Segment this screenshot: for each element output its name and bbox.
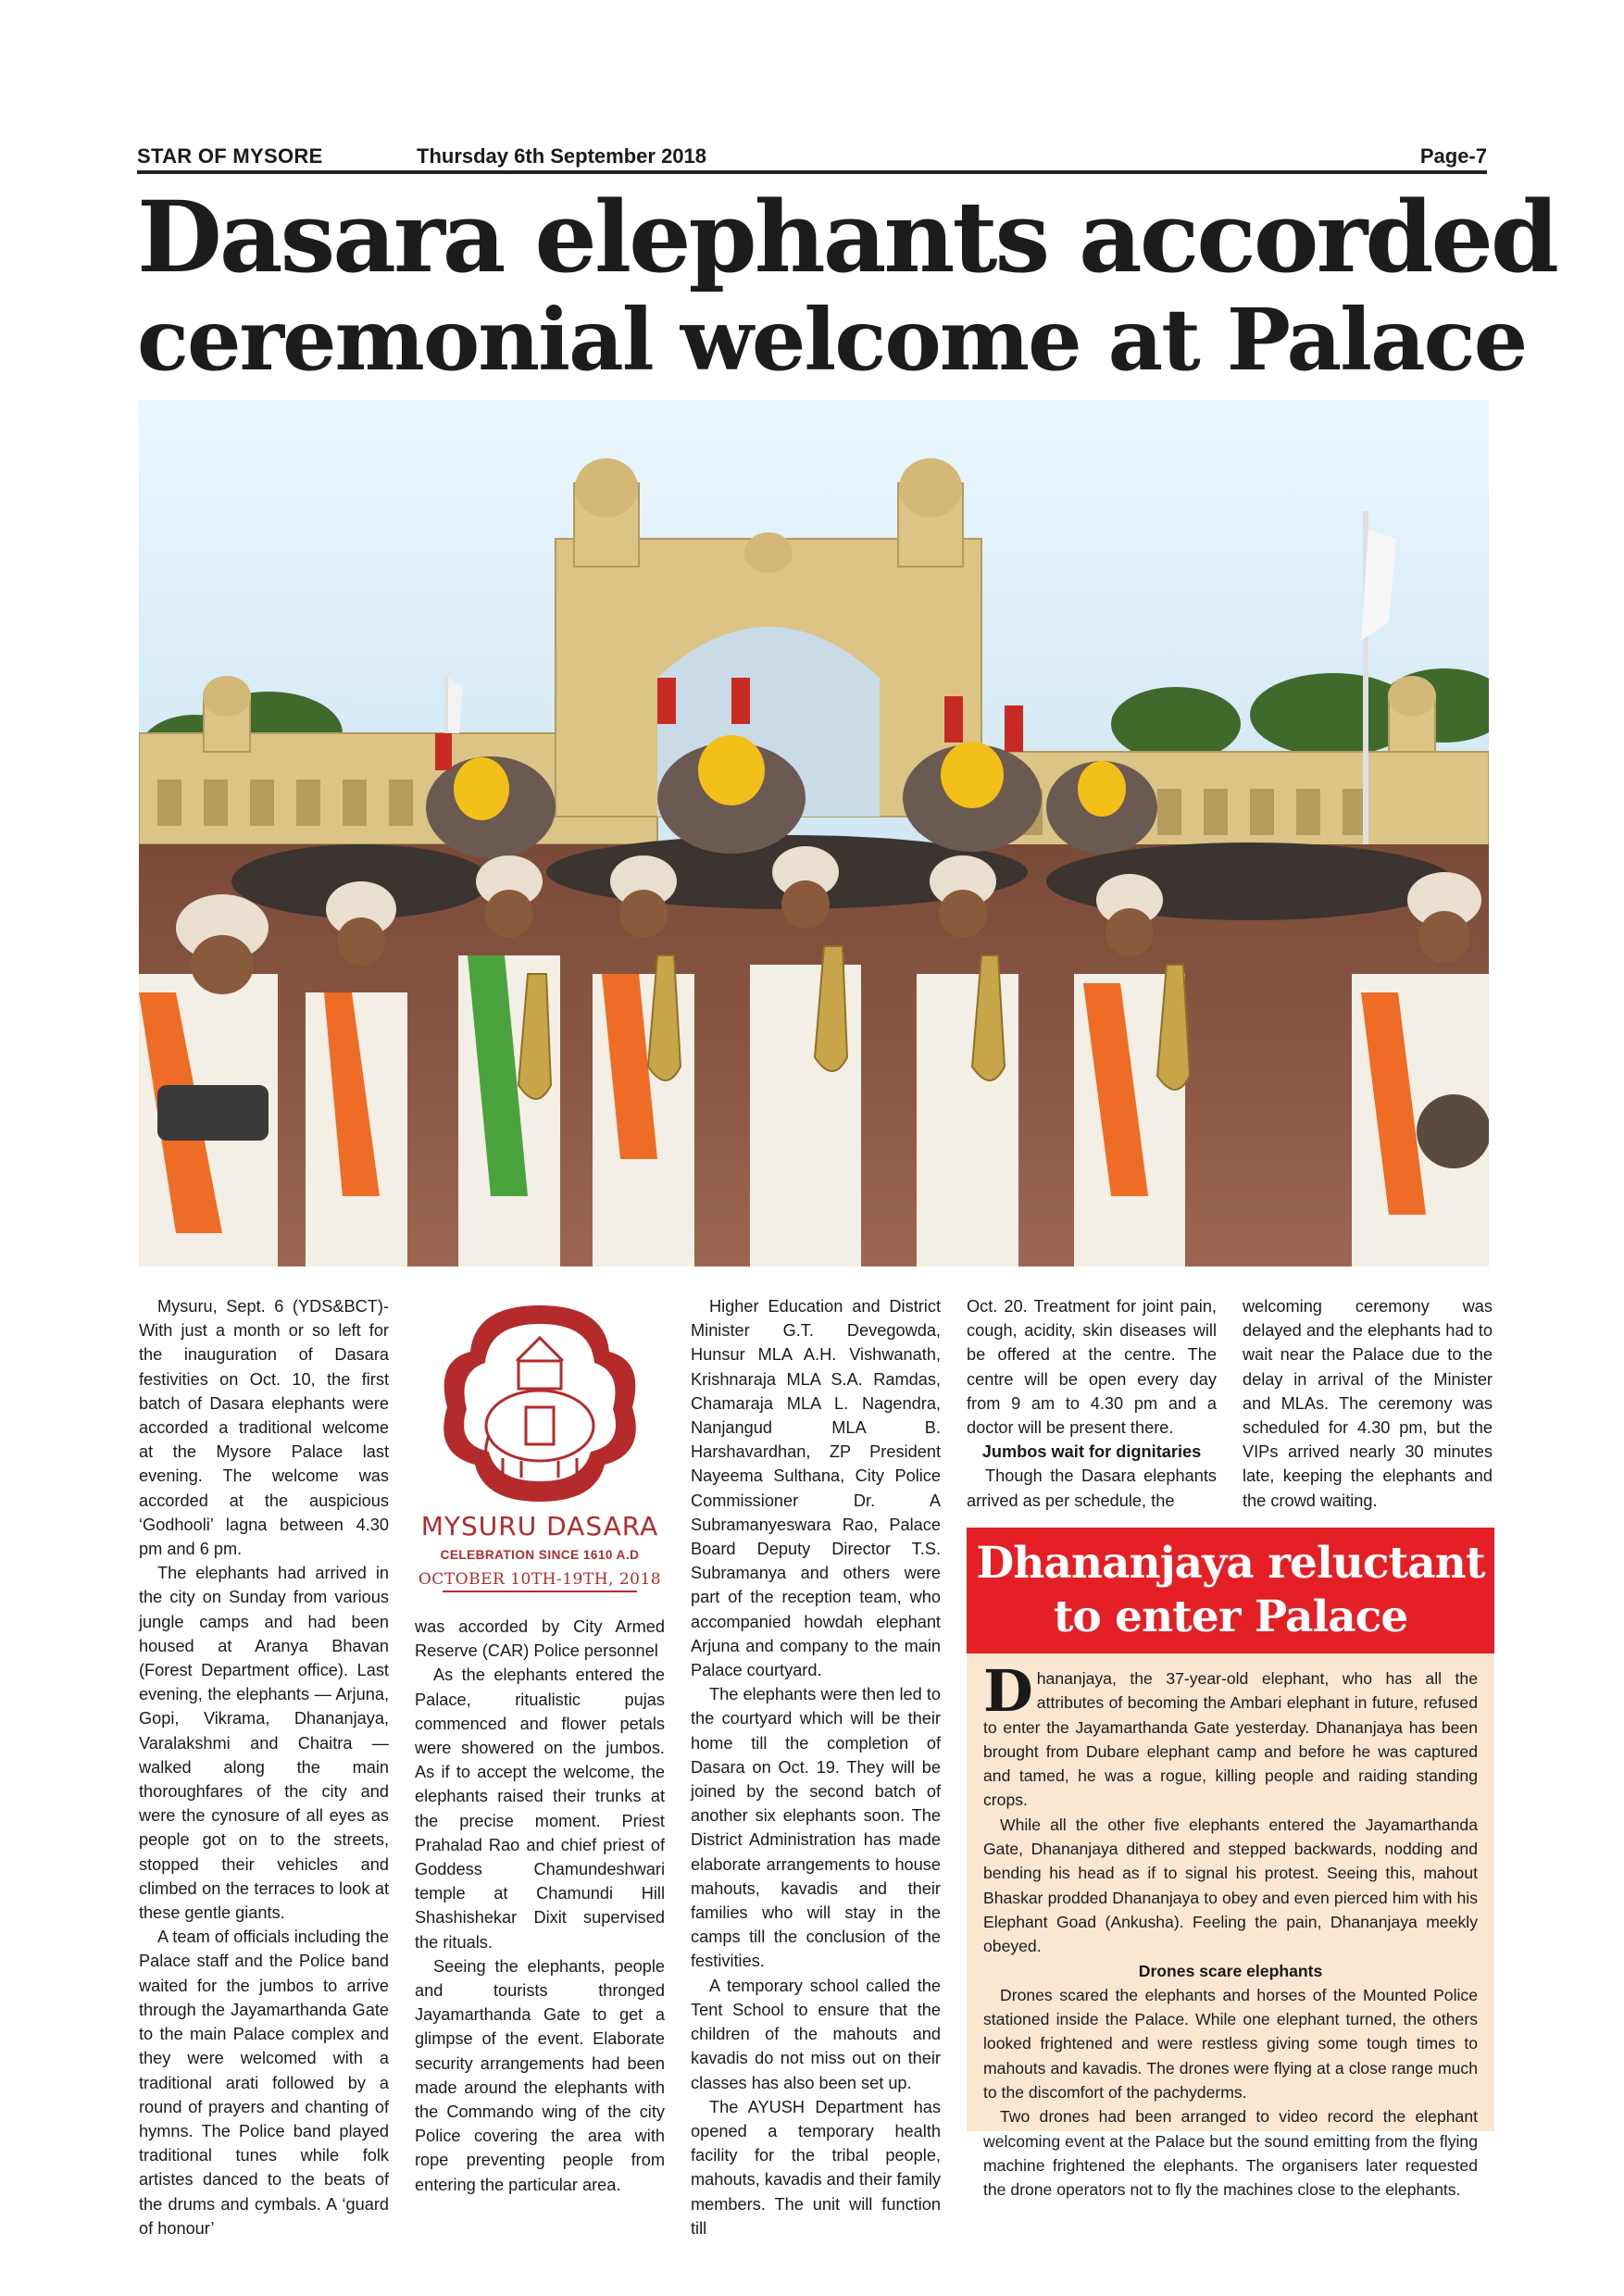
masthead-rule [137, 170, 1487, 174]
article-paragraph: Oct. 20. Treatment for joint pain, cough, acidity, skin diseases will be offered at the centre. The centre will be open every day from 9 am to 4.30 pm and a doctor will be present there. [967, 1297, 1217, 1438]
mysuru-dasara-logo [415, 1296, 665, 1602]
sidebar-paragraph: Two drones had been arranged to video record the elephant welcoming event at the Palace but the sound emitting from the flying machine frightened the elephants. The organisers later requested the drone operators not to fly the machines close to the elephants. [983, 2107, 1478, 2200]
article-paragraph: A temporary school called the Tent School to ensure that the children of the mahouts and kavadis do not miss out on their classes has also been set up. [691, 1976, 941, 2092]
dasara-elephant-emblem-icon [415, 1296, 665, 1509]
article-column-3 [691, 1294, 941, 2240]
sidebar-subhead: Drones scare elephants [1138, 1961, 1323, 1980]
logo-rule [443, 1591, 637, 1592]
sidebar-paragraph: While all the other five elephants entered the Jayamarthanda Gate, Dhananjaya dithered and stepped backwards, nodding and bending his head as if to signal his protest. Seeing this, mahout Bhaskar prodded Dhananjaya to obey and even pierced him with his Elephant Goad (Ankusha). Feeling the pain, Dhananjaya meekly obeyed. [983, 1815, 1478, 1956]
masthead [137, 143, 1487, 172]
article-paragraph: Though the Dasara elephants arrived as per schedule, the [967, 1466, 1217, 1510]
sidebar-story [967, 1528, 1494, 2200]
article-paragraph: welcoming ceremony was delayed and the elephants had to wait near the Palace due to the delay in arrival of the Minister and MLAs. The ceremony was scheduled for 4.30 pm, but the VIPs arrived nearly 30 minutes late, keeping the elephants and the crowd waiting. [1243, 1297, 1493, 1510]
sidebar-paragraph-text: hananjaya, the 37-year-old elephant, who has all the attributes of becoming the Ambari elephant in future, refused to enter the Jayamarthanda Gate yesterday. Dhananjaya has been brought from Dubare elephant camp and before he was captured and tamed, he was a rogue, killing people and raiding standing crops. [983, 1669, 1478, 1810]
article-subhead: Jumbos wait for dignitaries [981, 1442, 1202, 1462]
article-column-5 [1243, 1294, 1493, 1513]
article-paragraph: The AYUSH Department has opened a temporary health facility for the tribal people, mahouts, kavadis and their family members. The unit will function till [691, 2097, 941, 2238]
article-paragraph: Higher Education and District Minister G.T. Devegowda, Hunsur MLA A.H. Vishwanath, Krishnaraja MLA S.A. Ramdas, Chamaraja MLA L. Nagendra, Nanjangud MLA B. Harshavardhan, ZP President Nayeema Sulthana, City Police Commissioner Dr. A Subramanyeswara Rao, Palace Board Deputy Director T.S. Subramanya and others were part of the reception team, who accompanied howdah elephant Arjuna and company to the main Palace courtyard. [691, 1297, 941, 1680]
sidebar-body [983, 1657, 1478, 2202]
article-paragraph: A team of officials including the Palace staff and the Police band waited for the jumbos to arrive through the Jayamarthanda Gate to the main Palace complex and they were welcomed with a traditional arati followed by a round of prayers and chanting of hymns. The Police band played traditional tunes while folk artistes danced to the beats of the drums and cymbals. A ‘guard of honour’ [139, 1928, 389, 2238]
article-column-4 [967, 1294, 1217, 1513]
logo-subtitle: CELEBRATION SINCE 1610 A.D [440, 1548, 640, 1562]
sidebar-paragraph [983, 1657, 1478, 1813]
issue-date: Thursday 6th September 2018 [417, 144, 707, 168]
article-paragraph: Seeing the elephants, people and tourists thronged Jayamarthanda Gate to get a glimpse of the event. Elaborate security arrangements had been made around the elephants with the Commando wing of the city Police covering the area with rope preventing people from entering the particular area. [415, 1956, 665, 2194]
article-paragraph: The elephants were then led to the courtyard which will be their home till the completion of Dasara on Oct. 19. They will be joined by the second batch of another six elephants soon. The District Administration has made elaborate arrangements to house mahouts, kavadis and their families who will stay in the camps till the conclusion of the festivities. [691, 1685, 941, 1971]
newspaper-name: STAR OF MYSORE [137, 144, 323, 168]
sidebar-paragraph: Drones scared the elephants and horses of the Mounted Police stationed inside the Palace. While one elephant turned, the others looked frightened and were restless giving some tough times to mahouts and kavadis. The drones were flying at a close range much to the discomfort of the pachyderms. [983, 1985, 1478, 2103]
sidebar-headline-line-1: Dhananjaya reluctant [976, 1538, 1485, 1589]
article-paragraph: As the elephants entered the Palace, ritualistic pujas commenced and flower petals were showered on the jumbos. As if to accept the welcome, the elephants raised their trunks at the precise moment. Priest Prahalad Rao and chief priest of Goddess Chamundeshwari temple at Chamundi Hill Shashishekar Dixit supervised the rituals. [415, 1666, 665, 1952]
article-paragraph: The elephants had arrived in the city on Sunday from various jungle camps and had been housed at Aranya Bhavan (Forest Department office). Last evening, the elephants — Arjuna, Gopi, Vikrama, Dhananjaya, Varalakshmi and Chaitra — walked along the main thoroughfares of the city and were the cynosure of all eyes as people got on to the streets, stopped their vehicles and climbed on the terraces to look at these gentle giants. [139, 1564, 389, 1923]
headline-line-2: ceremonial welcome at Palace [137, 290, 1527, 390]
sidebar-headline-line-2: to enter Palace [1053, 1591, 1408, 1642]
drop-cap: D [983, 1657, 1033, 1725]
photo-crowd [231, 835, 1454, 920]
headline-line-1: Dasara elephants accorded [137, 179, 1557, 294]
article-column-1 [139, 1294, 389, 2240]
article-paragraph: Mysuru, Sept. 6 (YDS&BCT)- With just a month or so left for the inauguration of Dasara festivities on Oct. 10, the first batch of Dasara elephants were accorded a traditional welcome at the Mysore Palace last evening. The welcome was accorded at the auspicious ‘Godhooli’ lagna between 4.30 pm and 6 pm. [139, 1297, 389, 1559]
article-column-2 [415, 1615, 665, 2197]
sidebar-headline [967, 1528, 1494, 1653]
logo-dates: OCTOBER 10TH-19TH, 2018 [418, 1570, 662, 1589]
logo-title: MYSURU DASARA [420, 1511, 659, 1541]
page-number: Page-7 [1419, 144, 1487, 168]
main-photo [139, 400, 1489, 1267]
article-paragraph: was accorded by City Armed Reserve (CAR) Police personnel [415, 1617, 665, 1661]
